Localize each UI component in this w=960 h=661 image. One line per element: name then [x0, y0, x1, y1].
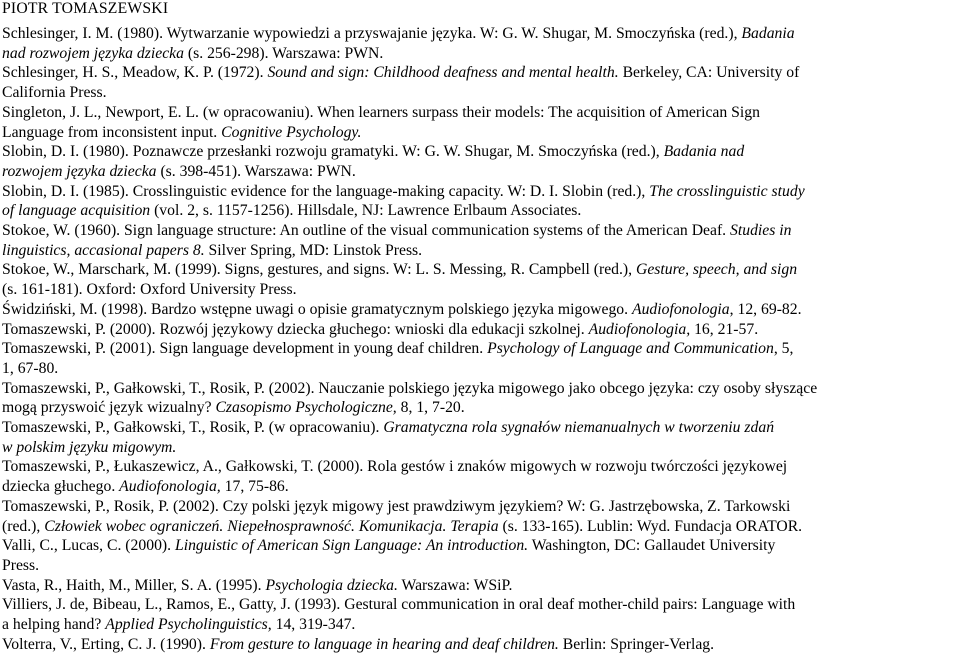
reference-italic-text: nad rozwojem języka dziecka	[2, 44, 184, 62]
reference-text: (vol. 2, s. 1157-1256). Hillsdale, NJ: Lawrence Erlbaum Associates.	[150, 202, 582, 220]
reference-line	[2, 260, 957, 280]
reference-italic-text: linguistics, accasional papers 8.	[2, 241, 205, 259]
reference-line	[2, 418, 957, 438]
reference-italic-text: of language acquisition	[2, 202, 151, 220]
reference-entry	[2, 103, 957, 142]
reference-line	[2, 497, 957, 517]
reference-text: Świdziński, M. (1998). Bardzo wstępne uwagi o opisie gramatycznym polskiego języka migowego.	[2, 300, 632, 318]
reference-text: Tomaszewski, P. (2000). Rozwój językowy dziecka głuchego: wnioski dla edukacji szkolnej.	[2, 320, 589, 338]
reference-line	[2, 359, 957, 379]
reference-entry	[2, 536, 957, 575]
reference-italic-text: Audiofonologia	[632, 300, 730, 318]
reference-line	[2, 241, 957, 261]
reference-text: Tomaszewski, P., Łukaszewicz, A., Gałkowski, T. (2000). Rola gestów i znaków migowych w rozwoju twórczości językowej	[2, 458, 788, 476]
reference-line	[2, 221, 957, 241]
reference-text: Tomaszewski, P., Rosik, P. (2002). Czy polski język migowy jest prawdziwym językiem? W: G. Jastrzębowska, Z. Tarkowski	[2, 497, 791, 515]
reference-entry	[2, 182, 957, 221]
reference-italic-text: Gesture, speech, and sign	[636, 261, 798, 279]
reference-italic-text: Cognitive Psychology.	[221, 123, 362, 141]
reference-line	[2, 576, 957, 596]
reference-text: Villiers, J. de, Bibeau, L., Ramos, E., Gatty, J. (1993). Gestural communication in oral deaf mother-child pairs: Language with	[2, 596, 796, 614]
reference-text: Singleton, J. L., Newport, E. L. (w opracowaniu). When learners surpass their models: The acquisition of American Sign	[2, 103, 760, 121]
reference-italic-text: rozwojem języka dziecka	[2, 162, 157, 180]
reference-line	[2, 300, 957, 320]
reference-line	[2, 615, 957, 635]
reference-line	[2, 457, 957, 477]
reference-entry	[2, 595, 957, 634]
reference-text: (red.),	[2, 517, 45, 535]
reference-text: Schlesinger, H. S., Meadow, K. P. (1972).	[2, 64, 268, 82]
reference-text: dziecka głuchego.	[2, 478, 120, 496]
reference-text: (s. 398-451). Warszawa: PWN.	[156, 162, 356, 180]
reference-text: , 5,	[773, 340, 794, 358]
reference-line	[2, 635, 957, 655]
reference-line	[2, 536, 957, 556]
reference-italic-text: From gesture to language in hearing and deaf children.	[209, 635, 559, 653]
reference-entry	[2, 300, 957, 320]
reference-text: Washington, DC: Gallaudet University	[528, 537, 776, 555]
reference-italic-text: w polskim języku migowym.	[2, 438, 177, 456]
reference-text: Slobin, D. I. (1980). Poznawcze przesłanki rozwoju gramatyki. W: G. W. Shugar, M. Smoczyńska (red.),	[2, 143, 664, 161]
reference-entry	[2, 379, 957, 418]
reference-line	[2, 556, 957, 576]
reference-line	[2, 398, 957, 418]
reference-line	[2, 103, 957, 123]
reference-entry	[2, 63, 957, 102]
reference-text: Berkeley, CA: University of	[618, 64, 800, 82]
reference-list	[2, 24, 957, 655]
reference-italic-text: Badania	[741, 25, 795, 42]
reference-italic-text: Psychology of Language and Communication	[487, 340, 774, 358]
reference-italic-text: Gramatyczna rola sygnałów niemanualnych w tworzeniu zdań	[383, 419, 775, 437]
reference-italic-text: The crosslinguistic study	[649, 182, 805, 200]
reference-entry	[2, 339, 957, 378]
reference-text: 1, 67-80.	[2, 359, 59, 377]
reference-line	[2, 182, 957, 202]
reference-entry	[2, 635, 957, 655]
reference-entry	[2, 457, 957, 496]
reference-italic-text: Człowiek wobec ograniczeń. Niepełnosprawność. Komunikacja. Terapia	[44, 517, 499, 535]
reference-text: Valli, C., Lucas, C. (2000).	[2, 537, 175, 555]
reference-text: Stokoe, W. (1960). Sign language structure: An outline of the visual communication systems of the American Deaf.	[2, 222, 731, 240]
reference-entry	[2, 576, 957, 596]
reference-text: Berlin: Springer-Verlag.	[558, 635, 715, 653]
reference-entry	[2, 221, 957, 260]
reference-text: Tomaszewski, P., Gałkowski, T., Rosik, P. (w opracowaniu).	[2, 419, 384, 437]
reference-text: (s. 256-298). Warszawa: PWN.	[183, 44, 384, 62]
reference-line	[2, 320, 957, 340]
reference-line	[2, 477, 957, 497]
reference-text: , 12, 69-82.	[729, 300, 802, 318]
reference-text: Vasta, R., Haith, M., Miller, S. A. (1995).	[2, 576, 266, 594]
reference-line	[2, 83, 957, 103]
reference-line	[2, 44, 957, 64]
reference-line	[2, 24, 957, 44]
reference-italic-text: Psychologia dziecka.	[265, 576, 398, 594]
reference-text: Schlesinger, I. M. (1980). Wytwarzanie wypowiedzi a przyswajanie języka. W: G. W. Shugar, M. Smoczyńska (red.),	[2, 25, 742, 42]
reference-text: 14, 319-347.	[271, 616, 356, 634]
reference-entry	[2, 24, 957, 63]
reference-italic-text: Audiofonologia,	[119, 478, 221, 496]
reference-italic-text: Studies in	[730, 222, 792, 240]
reference-entry	[2, 320, 957, 340]
reference-entry	[2, 142, 957, 181]
reference-italic-text: Linguistic of American Sign Language: An introduction.	[174, 537, 529, 555]
reference-line	[2, 438, 957, 458]
reference-text: 16, 21-57.	[690, 320, 759, 338]
reference-text: 8, 1, 7-20.	[396, 399, 465, 417]
reference-text: Press.	[2, 556, 40, 574]
reference-line	[2, 280, 957, 300]
reference-text: Slobin, D. I. (1985). Crosslinguistic evidence for the language-making capacity. W: D. I. Slobin (red.),	[2, 182, 650, 200]
reference-text: mogą przyswoić język wizualny?	[2, 399, 216, 417]
reference-italic-text: Applied Psycholinguistics,	[105, 616, 272, 634]
reference-text: Silver Spring, MD: Linstok Press.	[204, 241, 423, 259]
reference-text: (s. 161-181). Oxford: Oxford University Press.	[2, 281, 297, 299]
reference-italic-text: Sound and sign: Childhood deafness and mental health.	[267, 64, 619, 82]
reference-line	[2, 379, 957, 399]
reference-text: Language from inconsistent input.	[2, 123, 222, 141]
running-header-author: PIOTR TOMASZEWSKI	[2, 0, 169, 17]
reference-entry	[2, 260, 957, 299]
reference-entry	[2, 497, 957, 536]
reference-line	[2, 123, 957, 143]
reference-text: California Press.	[2, 84, 107, 102]
reference-italic-text: Badania nad	[663, 143, 745, 161]
reference-line	[2, 142, 957, 162]
reference-italic-text: Czasopismo Psychologiczne,	[215, 399, 397, 417]
reference-line	[2, 162, 957, 182]
reference-text: Stokoe, W., Marschark, M. (1999). Signs, gestures, and signs. W: L. S. Messing, R. Campbell (red.),	[2, 261, 636, 279]
reference-line	[2, 63, 957, 83]
reference-italic-text: Audiofonologia,	[588, 320, 691, 338]
reference-entry	[2, 418, 957, 457]
reference-text: Volterra, V., Erting, C. J. (1990).	[2, 635, 210, 653]
reference-text: a helping hand?	[2, 616, 106, 634]
reference-line	[2, 517, 957, 537]
reference-text: (s. 133-165). Lublin: Wyd. Fundacja ORATOR.	[498, 517, 803, 535]
reference-line	[2, 201, 957, 221]
reference-text: 17, 75-86.	[220, 478, 289, 496]
reference-text: Warszawa: WSiP.	[397, 576, 513, 594]
reference-line	[2, 339, 957, 359]
reference-line	[2, 595, 957, 615]
reference-text: Tomaszewski, P. (2001). Sign language development in young deaf children.	[2, 340, 488, 358]
reference-text: Tomaszewski, P., Gałkowski, T., Rosik, P. (2002). Nauczanie polskiego języka migowego jako obcego języka: czy osoby słyszące	[2, 379, 818, 397]
